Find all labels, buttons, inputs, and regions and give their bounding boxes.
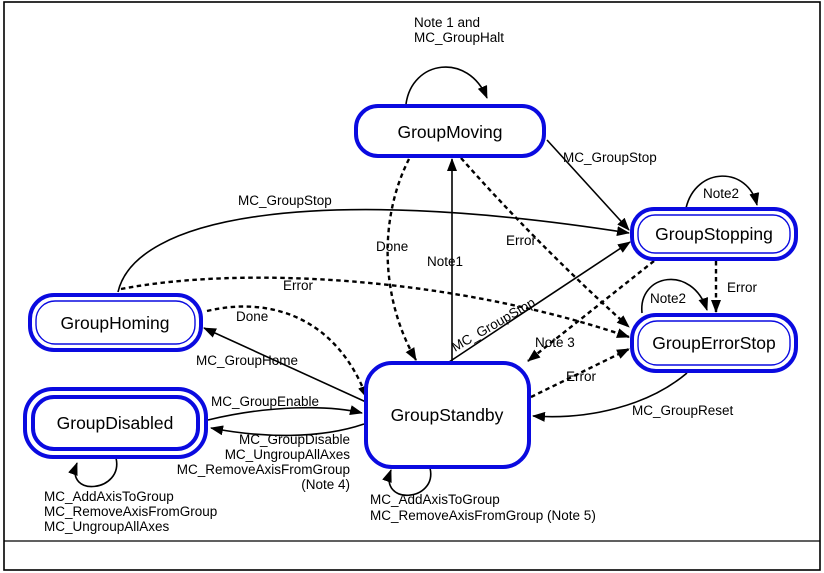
- edge-standby-to-disabled-label-3: MC_RemoveAxisFromGroup: [176, 462, 350, 477]
- edge-errorstop-to-standby: [533, 373, 734, 418]
- edge-moving-self-line: [406, 67, 487, 104]
- state-group-standby-label: GroupStandby: [390, 405, 504, 425]
- edge-standby-to-stopping-label: MC_GroupStop: [449, 294, 538, 355]
- edge-standby-self-label-2: MC_RemoveAxisFromGroup (Note 5): [370, 508, 596, 523]
- edge-errorstop-self: [642, 279, 707, 313]
- state-group-homing-label: GroupHoming: [60, 313, 170, 333]
- edge-moving-to-stopping-label: MC_GroupStop: [563, 150, 657, 165]
- state-group-disabled: [25, 389, 206, 457]
- edge-disabled-self-label-1: MC_AddAxisToGroup: [44, 489, 174, 504]
- edge-errorstop-to-standby-label: MC_GroupReset: [632, 403, 734, 418]
- edge-stopping-self: [686, 176, 757, 208]
- edge-homing-to-errorstop-label: Error: [283, 278, 313, 293]
- edge-homing-to-standby-label: Done: [236, 309, 269, 324]
- state-group-errorstop-label: GroupErrorStop: [652, 333, 776, 353]
- edge-standby-to-errorstop-label: Error: [566, 369, 596, 384]
- state-group-errorstop: [632, 315, 796, 371]
- edge-standby-to-moving: [427, 159, 463, 362]
- edge-stopping-self-label: Note2: [703, 186, 740, 201]
- edge-stopping-to-errorstop: [716, 261, 758, 312]
- edge-standby-to-errorstop: [531, 349, 629, 397]
- state-group-standby: [366, 363, 529, 467]
- edge-disabled-to-standby-line: [208, 408, 362, 420]
- state-group-homing: [30, 295, 201, 350]
- edge-disabled-to-standby: [208, 394, 362, 420]
- edge-standby-to-disabled-label-2: MC_UngroupAllAxes: [224, 447, 350, 462]
- edge-moving-to-standby-label: Done: [376, 239, 409, 254]
- edge-moving-self-label-2: MC_GroupHalt: [414, 30, 505, 45]
- state-group-stopping-label: GroupStopping: [655, 224, 773, 244]
- edge-homing-to-stopping-label: MC_GroupStop: [238, 193, 332, 208]
- edge-standby-to-disabled-label-4: (Note 4): [301, 477, 350, 492]
- edge-stopping-to-errorstop-label: Error: [727, 280, 757, 295]
- edge-moving-self: [406, 15, 504, 104]
- edge-moving-to-standby-line: [388, 159, 416, 360]
- state-group-stopping: [632, 209, 796, 259]
- edge-moving-to-errorstop-label: Error: [506, 233, 536, 248]
- edge-stopping-to-standby-label: Note 3: [535, 335, 575, 350]
- edge-standby-to-homing: [196, 328, 366, 402]
- edge-homing-to-stopping: [118, 193, 629, 292]
- edge-standby-to-homing-label: MC_GroupHome: [196, 353, 299, 368]
- edge-standby-self: [370, 468, 596, 523]
- edge-moving-to-standby: [376, 159, 416, 360]
- edge-standby-to-disabled-label-1: MC_GroupDisable: [238, 432, 350, 447]
- state-group-moving: [356, 106, 544, 156]
- edge-standby-self-label-1: MC_AddAxisToGroup: [370, 492, 500, 507]
- edge-errorstop-self-label: Note2: [650, 291, 687, 306]
- edge-moving-self-label-1: Note 1 and: [414, 15, 481, 30]
- edge-disabled-self-line: [75, 458, 117, 487]
- edge-disabled-to-standby-label: MC_GroupEnable: [211, 394, 320, 409]
- edge-disabled-self-label-2: MC_RemoveAxisFromGroup: [44, 504, 218, 519]
- edge-standby-to-moving-label: Note1: [427, 254, 464, 269]
- state-group-disabled-label: GroupDisabled: [56, 413, 174, 433]
- state-group-moving-label: GroupMoving: [397, 122, 503, 142]
- edge-disabled-self-label-3: MC_UngroupAllAxes: [44, 519, 170, 534]
